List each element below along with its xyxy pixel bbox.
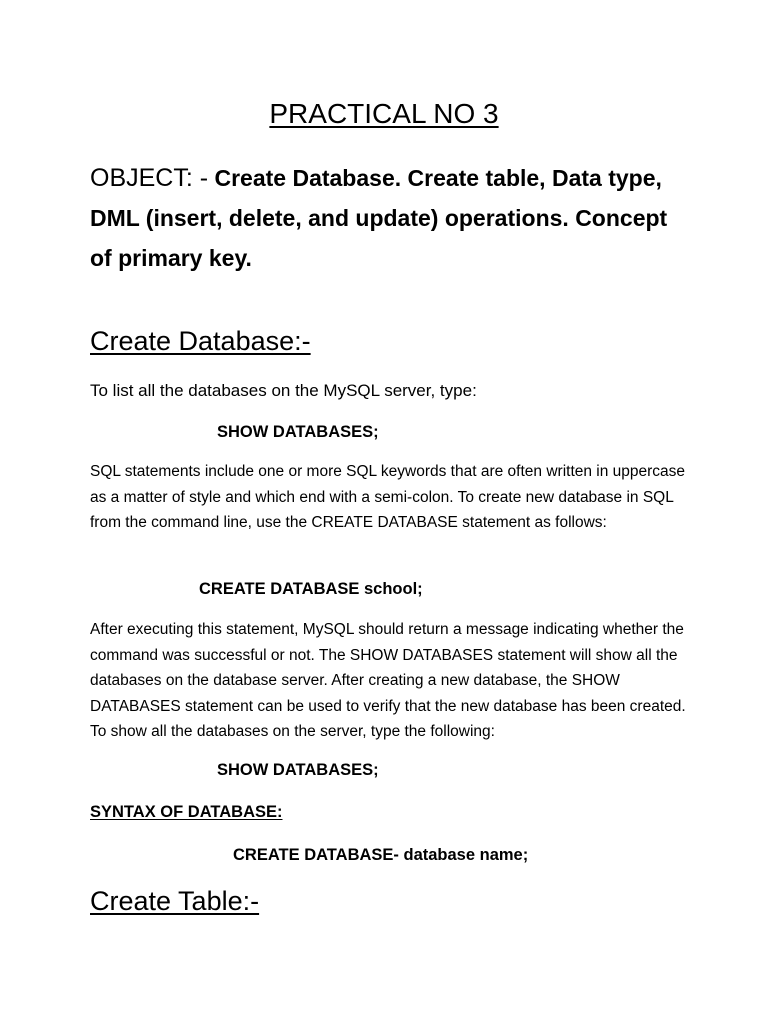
section-heading-create-database: Create Database:- — [90, 326, 311, 356]
object-statement — [90, 158, 690, 278]
syntax-command: CREATE DATABASE- database name; — [233, 846, 529, 864]
object-text: Create Database. Create table, Data type, DML (insert, delete, and update) operations. Concept of primary key. — [90, 165, 668, 271]
command-create-database: CREATE DATABASE school; — [199, 580, 423, 598]
intro-paragraph: To list all the databases on the MySQL server, type: — [90, 381, 477, 400]
paragraph-after-executing: After executing this statement, MySQL should return a message indicating whether the command was successful or not. The SHOW DATABASES statement will show all the databases on the database server. After creating a new database, the SHOW DATABASES statement can be used to verify that the new database has been created. To show all the databases on the server, type the following: — [90, 621, 686, 740]
page-title: PRACTICAL NO 3 — [269, 98, 499, 129]
command-show-databases-1: SHOW DATABASES; — [217, 423, 379, 441]
command-show-databases-2: SHOW DATABASES; — [217, 761, 379, 779]
object-label: OBJECT: - — [90, 164, 209, 192]
paragraph-sql-statements: SQL statements include one or more SQL keywords that are often written in uppercase as a matter of style and which end with a semi-colon. To create new database in SQL from the command line, use the CREATE DATABASE statement as follows: — [90, 463, 686, 531]
syntax-heading: SYNTAX OF DATABASE: — [90, 803, 283, 821]
section-heading-create-table: Create Table:- — [90, 886, 260, 916]
